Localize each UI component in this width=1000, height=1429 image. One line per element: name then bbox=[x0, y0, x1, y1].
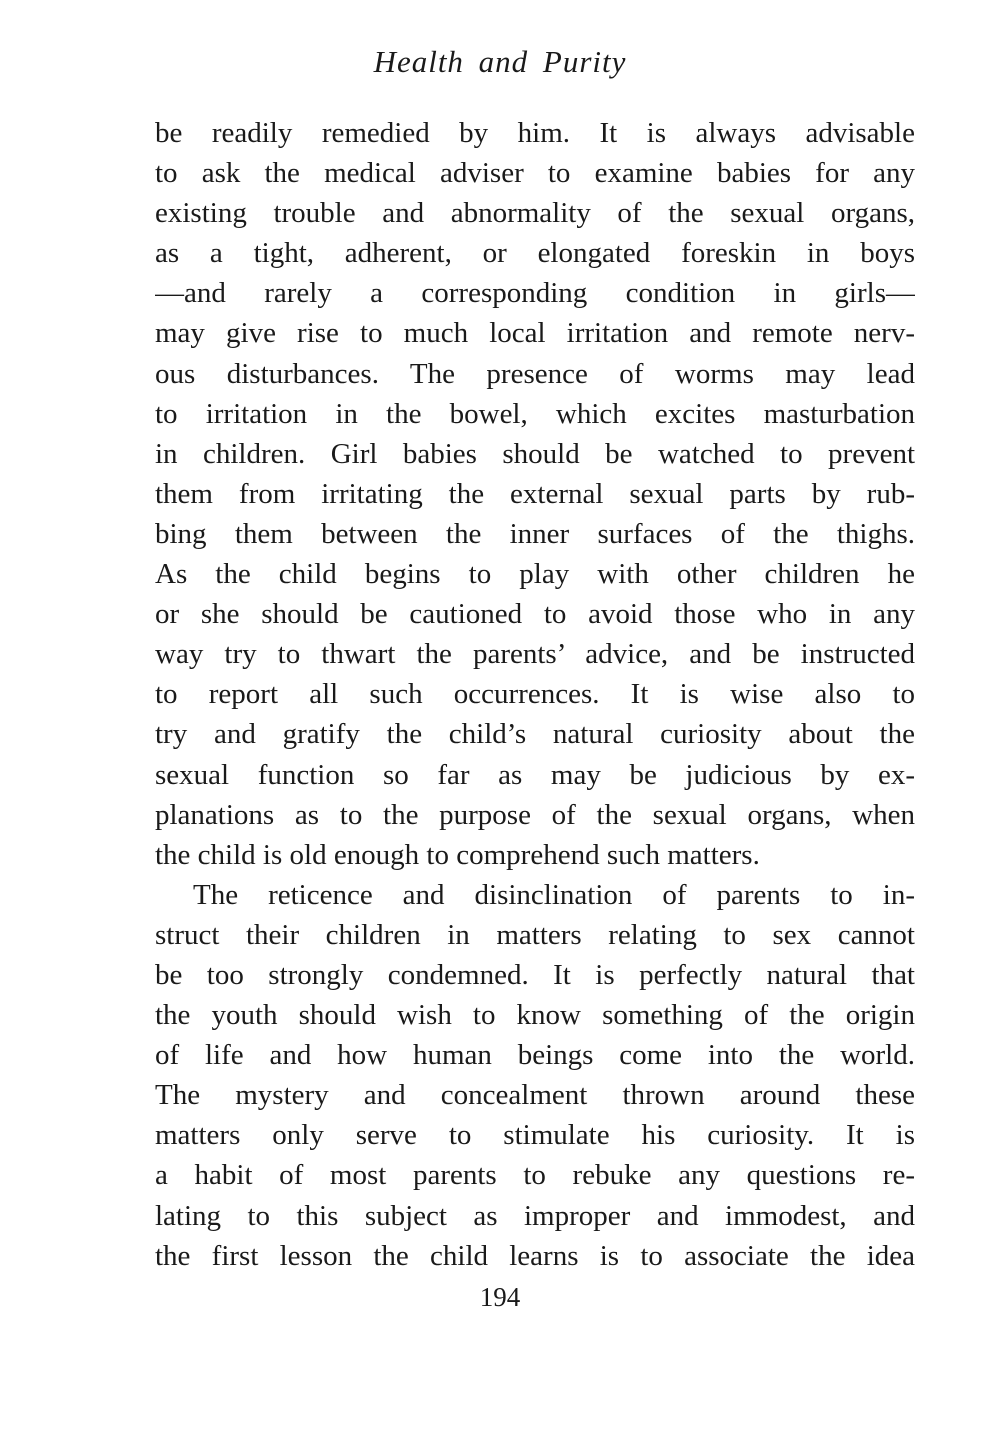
text-line: lating to this subject as improper and immodest, and bbox=[155, 1199, 915, 1232]
text-line: the youth should wish to know something of the origin bbox=[155, 999, 915, 1032]
text-line: way try to thwart the parents’ advice, and be instructed bbox=[155, 638, 915, 671]
text-line: bing them between the inner surfaces of the thighs. bbox=[155, 517, 915, 550]
text-line: the first lesson the child learns is to associate the idea bbox=[155, 1239, 915, 1272]
text-line: sexual function so far as may be judicious by ex- bbox=[155, 758, 915, 791]
text-line: —and rarely a corresponding condition in girls— bbox=[155, 277, 915, 310]
running-header: Health and Purity bbox=[373, 44, 627, 79]
body-text bbox=[155, 113, 915, 1276]
text-line: be readily remedied by him. It is always advisable bbox=[155, 117, 915, 149]
text-line: ous disturbances. The presence of worms may lead bbox=[155, 357, 915, 390]
text-line: of life and how human beings come into the world. bbox=[155, 1039, 915, 1072]
text-line: The reticence and disinclination of parents to in- bbox=[193, 878, 915, 911]
text-line: to ask the medical adviser to examine babies for any bbox=[155, 157, 915, 190]
text-line: existing trouble and abnormality of the sexual organs, bbox=[155, 197, 915, 230]
text-line: As the child begins to play with other children he bbox=[155, 558, 915, 591]
text-line: planations as to the purpose of the sexual organs, when bbox=[155, 798, 915, 831]
text-line: in children. Girl babies should be watched to prevent bbox=[155, 437, 915, 470]
text-line: the child is old enough to comprehend such matters. bbox=[155, 838, 760, 871]
text-line: or she should be cautioned to avoid those who in any bbox=[155, 598, 915, 631]
page-number: 194 bbox=[479, 1282, 521, 1312]
text-line: try and gratify the child’s natural curiosity about the bbox=[155, 718, 915, 751]
text-line: struct their children in matters relating to sex cannot bbox=[155, 918, 915, 951]
text-line: them from irritating the external sexual parts by rub- bbox=[155, 477, 915, 510]
text-line: to report all such occurrences. It is wise also to bbox=[155, 678, 915, 711]
text-line: The mystery and concealment thrown around these bbox=[155, 1079, 915, 1112]
text-line: may give rise to much local irritation and remote nerv- bbox=[155, 317, 915, 350]
text-line: be too strongly condemned. It is perfectly natural that bbox=[155, 958, 915, 991]
text-line: as a tight, adherent, or elongated foreskin in boys bbox=[155, 237, 915, 270]
text-line: a habit of most parents to rebuke any questions re- bbox=[155, 1159, 915, 1192]
text-line: to irritation in the bowel, which excites masturbation bbox=[155, 397, 915, 430]
text-line: matters only serve to stimulate his curiosity. It is bbox=[155, 1119, 915, 1152]
